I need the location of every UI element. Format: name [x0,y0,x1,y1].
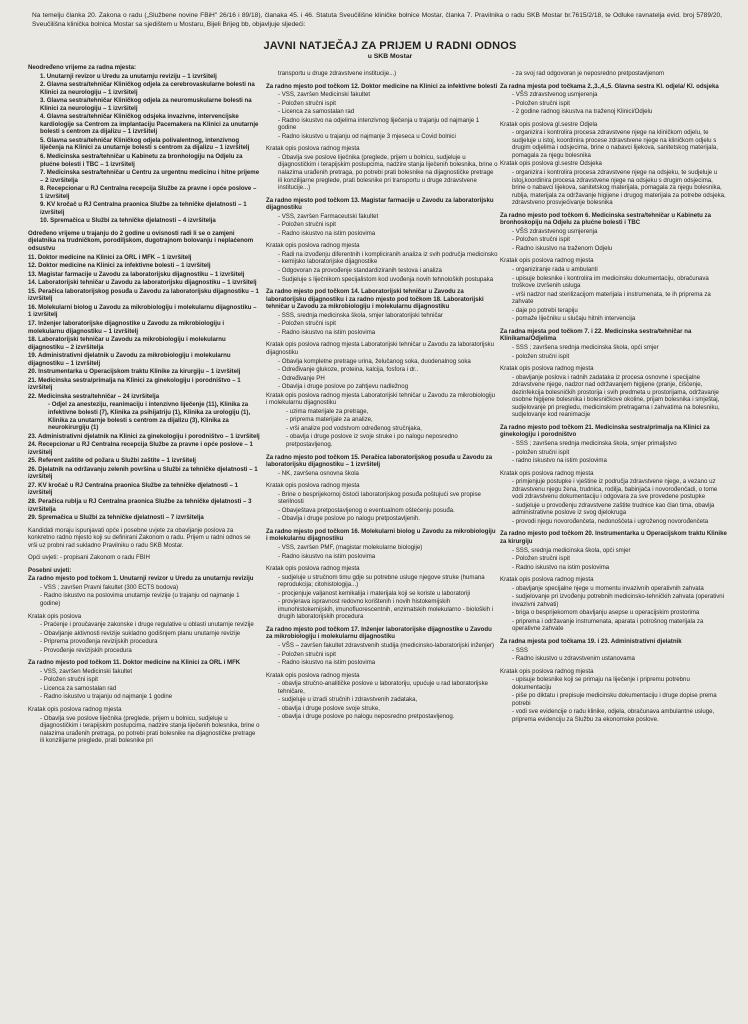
col2-paragraph: - Odgovoran za provođenje standardiziranih testova i analiza [278,267,442,275]
col2-paragraph: Za radno mjesto pod točkom 13. Magistar farmacije u Zavodu za laboratorijsku dijagnostiku [266,196,494,212]
col3-paragraph: - provodi njegu novorođenčeta, nedonoščeta i ugroženog novorođenčeta [512,517,709,525]
page-title: JAVNI NATJEČAJ ZA PRIJEM U RADNI ODNOS [263,40,517,52]
col1-paragraph: 7. Medicinska sestra/tehničar u Centru za urgentnu medicinu i hitne prijeme – 2 izvršitelja [40,169,260,184]
col2-paragraph: Kratak opis poslova radnog mjesta [266,671,360,679]
col2-paragraph: - Radi na izvođenju diferentnih i kompliciranih analiza iz svih područja medicinsko - kemijsko laboratorijske dijagnostike [278,250,498,266]
col3-paragraph: - daje po potrebi terapiju [512,306,578,314]
col1-paragraph: - Licenca za samostalan rad [40,684,117,692]
col1-paragraph: 9. KV kročač u RJ Centralna praonica Službe za tehničke djelatnosti – 1 izvršitelj [40,201,247,216]
col3-paragraph: - organizira i kontrolira procesa zdravstvene njege na kliničkom odjelu, te sudjeluje u istoj, koordinira procese zdravstvene njege na kliničkom odjelu s drugim odjelima i odsjecima, brine o nabavci lijekova, sanitetskog materijala, pomagala za njegu bolesnika [512,129,718,159]
col3-paragraph: - Radno iskustvo na traženom Odjelu [512,244,613,252]
col1-paragraph: Kratak opis poslova radnog mjesta [28,706,122,714]
col1-paragraph: - VSS ; završen Pravni fakultet (300 ECTS bodova) [40,583,179,591]
col3-paragraph: - priprema i održavanje instrumenata, aparata i potrošnog materijala za operativne zahvate [512,617,704,633]
col1-paragraph: - Odjel za anesteziju, reanimaciju i intenzivno liječenje (11), Klinika za infektivne bolesti (7), Klinika za psihijatriju (1), Klinika za urologiju (1), Klinika za unutarnje bolesti s centrom za dijalizu (3), Klinika za neurokirurgiju (1) [48,401,251,432]
col1-paragraph: 4. Glavna sestra/tehničar Kliničkog odsjeka invazivne, intervencijske kardiologije sa Centrom za implantaciju Pacemakera na Klinici za unutarnje bolesti s centrom za dijalizu – 1 izvršitelj [40,113,259,136]
col3-paragraph: Kratak opis poslova radnog mjesta [500,365,594,373]
col3-paragraph: - SSS, srednja medicinska škola, opći smjer [512,546,631,554]
col3-paragraph: Kratak opis poslova radnog mjesta [500,469,594,477]
col1-paragraph: 14. Laboratorijski tehničar u Zavodu za laboratorijsku dijagnostiku – 1 izvršitelj [28,279,257,287]
col1-paragraph: Za radno mjesto pod točkom 1. Unutarnji revizor u Uredu za unutarnju reviziju [28,575,254,583]
col2-paragraph: Kratak opis poslova radnog mjesta [266,242,360,250]
col1-paragraph: 19. Administrativni djelatnik u Zavodu za mikrobiologiju i molekularnu dijagnostiku – 1 izvršitelj [28,352,231,367]
col2-paragraph: - Obavlja kompletne pretrage urina, želučanog soka, duodenalnog soka [278,357,471,365]
col3-paragraph: - vodi sve evidencije o radu klinike, odjela, obračunava ambulantne usluge, priprema evidenciju za Službu za ekonomske poslove. [512,708,715,723]
col3-paragraph: - Radno iskustvo u zdravstvenim ustanovama [512,655,635,663]
col2-paragraph: Kratak opis poslova radnog mjesta Laboratorijski tehničar u Zavodu za mikrobiologiju i molekularnu dijagnostiku [266,391,495,407]
col2-paragraph: - Obavlja i druge poslove po nalogu pretpostavljenih. [278,515,420,523]
col1-paragraph: - Obavljanje aktivnosti revizije sukladno godišnjem planu unutarnje revizije [40,629,241,637]
col1-paragraph: Određeno vrijeme u trajanju do 2 godine u ovisnosti radi li se o zamjeni djelatnika na trudničkom, porodiljskom, dugotrajnom bolovanju i neplaćenom odsustvu [28,229,254,253]
col3-paragraph: Kratak opis poslova radnog mjesta [500,576,594,584]
col3-paragraph: - organiziranje rada u ambulanti [512,266,598,274]
col3-paragraph: Za radno mjesto pod točkom 21. Medicinska sestra/primalja na Klinici za ginekologiju i porodništvo [500,423,710,439]
col1-paragraph: 16. Molekularni biolog u Zavodu za mikrobiologiju i molekularnu dijagnostiku – 1 izvršitelj [28,303,257,319]
col2-paragraph: - VSS, završen PMF, (magistar molekularne biologije) [278,543,423,551]
col3-paragraph: - sudjelovanje pri izvođenju potrebnih medicinsko-tehničkih zahvata (operativni invazivni zahvati) [512,593,725,608]
col1-paragraph: - VSS, završen Medicinski fakultet [40,667,133,675]
col3-paragraph: - obavljanje specijalne njege u momentu invazivnih operativnih zahvata [512,584,704,592]
col1-paragraph: Za radno mjesto pod točkom 11. Doktor medicine na Klinici za ORL i MFK [28,659,241,667]
col1-paragraph: - Obavlja sve poslove liječnika (preglede, prijem u bolnicu, sudjeluje u dijagnostičkim i terapijskim postupcima, nadzire stanja liječenih bolesnika, brine o nalazima urađenih pretraga, po potrebi prati bolesnike na dijagnostičke pretrage ili konzilijarne preglede, prati bolesnike pri [40,714,260,745]
col2-paragraph: - obavlja stručno-analitičke poslove u laboratoriju, upućuje u rad laboratorijske tehničare, [278,680,489,695]
col1-paragraph: - Praćenje i proučavanje zakonske i druge regulative u oblasti unutarnje revizije [40,621,254,629]
col1-paragraph: 8. Recepcionar u RJ Centralna recepcija Službe za pravne i opće poslove – 1 izvršitelj [40,185,257,200]
col2-paragraph: - Određivanje PH [278,374,325,382]
col1-paragraph: Kandidati moraju ispunjavati opće i posebne uvjete za obavljanje poslova za konkretno radno mjesto koji su definirani Zakonom o radu. Prijem u radni odnos se vrši uz probni rad sukladno Pravilniku o radu SKB Mostar. [28,526,251,549]
col2-paragraph: - provjerava ispravnost redovno korištenih i novih histokemijskih imunohistokemijskih, imunofluorescentnih, enzimatskih molekularno - bioloških i drugih laboratorijskih procedura [278,598,494,621]
col2-paragraph: Za radno mjesto pod točkom 15. Peračica laboratorijskog posuđa u Zavodu za laboratorijsku dijagnostiku – 1 izvršitelj [266,453,493,469]
col3-paragraph: Kratak opis poslova gl.sestre Odsjeka [500,160,602,168]
col3-paragraph: Za radna mjesta pod točkama 2.,3.,4.,5. Glavna sestra Kl. odjela/ Kl. odsjeka [500,82,719,90]
col3-paragraph: - Položen stručni ispit [512,236,570,244]
col2-paragraph: - sudjeluje u izradi stručnih i zdravstvenih zadataka, [278,696,418,704]
col3-paragraph: - položen stručni ispit [512,448,570,456]
col1-paragraph: 23. Administrativni djelatnik na Klinici za ginekologiju i porodništvo – 1 izvršitelj [28,432,260,440]
col2-paragraph: - Licenca za samostalan rad [278,108,355,116]
col2-paragraph: - Položen stručni ispit [278,650,336,658]
col3-paragraph: - pomaže liječniku u slučaju hitnih intervencija [512,315,636,323]
col2-paragraph: Za radno mjesto pod točkom 16. Molekularni biolog u Zavodu za mikrobiologiju i molekularnu dijagnostiku [266,527,496,543]
col1-paragraph: 3. Glavna sestra/tehničar Kliničkog odjela za neuromuskularne bolesti na Klinici za neurologiju – 1 izvršitelj [40,97,252,112]
col3-paragraph: Kratak opis poslova gl.sestre Odjela [500,120,598,128]
col3-paragraph: - vrši nadzor nad sterilizacijom materijala i instrumenata, te ih priprema za zahvate [512,290,711,306]
col2-paragraph: - Radno iskustvo na istim poslovima [278,552,376,560]
col2-paragraph: - VSS, završen Farmaceutski fakultet [278,212,379,220]
col3-paragraph: - SSS ; završena srednja medicinska škola, smjer primaljstvo [512,439,677,447]
col1-paragraph: 15. Peračica laboratorijskog posuđa u Zavodu za laboratorijsku dijagnostiku – 1 izvršitelj [28,287,259,303]
col3-paragraph: Kratak opis poslova radnog mjesta [500,667,594,675]
col1-paragraph: - Radno iskustvo u trajanju od najmanje 1 godine [40,693,173,701]
col2-paragraph: transportu u druge zdravstvene institucije...) [278,70,397,77]
col2-paragraph: - procjenjuje valjanost kemikalija i materijala koji se koriste u laboratoriji [278,589,471,597]
column-1 [28,64,260,1019]
col3-paragraph: Za radna mjesta pod točkama 19. i 23. Administrativni djelatnik [500,638,682,645]
col3-paragraph: - SSS ; završena srednja medicinska škola, opći smjer [512,343,659,351]
col2-paragraph: Kratak opis poslova radnog mjesta [266,145,360,153]
col2-paragraph: - priprema materijale za analize, [286,416,373,424]
col2-paragraph: - SSS, srednja medicinska škola, smjer laboratorijski tehničar [278,311,443,319]
page-subtitle: u SKB Mostar [367,53,413,60]
col2-paragraph: - obavlja i druge poslove iz svoje struke i po nalogu neposredno pretpostavljenog. [286,433,458,448]
col2-paragraph: - Brine o besprijekornoj čistoći laboratorijskog posuđa poštujući sve propise sterilnosti [278,490,481,506]
col2-paragraph: Kratak opis poslova radnog mjesta Laboratorijski tehničar u Zavodu za laboratorijsku dijagnostiku [266,341,494,356]
col3-paragraph: - položen stručni ispit [512,352,570,360]
col3-paragraph: - Radno iskustvo na istim poslovima [512,563,610,571]
col1-paragraph: 26. Djelatnik na održavanju zelenih površina u Službi za tehničke djelatnosti – 1 izvršitelj [28,465,258,481]
col2-paragraph: Za radno mjesto pod točkom 14. Laboratorijski tehničar u Zavodu za laboratorijsku dijagnostiku i za radno mjesto pod točkom 18. Laboratorijski tehničar u Zavodu za mikrobiologiju i molekularnu dijagnostiku [266,288,484,311]
col3-paragraph: - briga o besprijekornom obavljanju asepse u operacijskim prostorima [512,609,700,617]
col2-paragraph: - obavlja i druge poslove po nalogu neposredno pretpostavljenog. [278,713,455,721]
col2-paragraph: - Položen stručni ispit [278,320,336,328]
col1-paragraph: 22. Medicinska sestra/tehničar – 24 izvršitelja [28,392,160,400]
col2-paragraph: - VSS, završen Medicinski fakultet [278,91,371,99]
col2-paragraph: Kratak opis poslova radnog mjesta [266,482,360,490]
col1-paragraph: - Položen stručni ispit [40,676,98,684]
col3-paragraph: - 2 godine radnog iskustva na traženoj Klinici/Odjelu [512,108,653,116]
col2-paragraph: - Položen stručni ispit [278,221,336,229]
col2-paragraph: - sudjeluje u stručnom timu gdje su potrebne usluge njegove struke (humana reprodukcija; citohistologija...) [278,573,485,589]
col2-paragraph: - Obavlja i druge poslove po zahtjevu nadležnog [278,383,409,391]
col3-paragraph: Za radno mjesto pod točkom 6. Medicinska sestra/tehničar u Kabinetu za bronhoskopiju na Odjelu za plućne bolesti i TBC [500,211,711,227]
col1-paragraph: 18. Laboratorijski tehničar u Zavodu za mikrobiologiju i molekularnu dijagnostiku – 2 izvršitelja [28,336,226,351]
col2-paragraph: - NK, završena osnovna škola [278,469,359,477]
col2-paragraph: - Radno iskustvo na istim poslovima [278,659,376,667]
col3-paragraph: - sudjeluje u provođenju zdravstvene zaštite trudnice kao član tima, obavlja administrativne poslove iz svog djelokruga [512,501,715,517]
col1-paragraph: Kratak opis poslova [28,612,82,620]
col3-paragraph: - SSS [512,646,528,654]
col3-paragraph: - Položen stručni ispit [512,99,570,107]
col1-paragraph: 28. Peračica rublja u RJ Centralna praonica Službe za tehničke djelatnosti – 3 izvršitelja [28,497,252,513]
column-3 [500,70,728,1024]
col2-paragraph: - Obavlja sve poslove liječnika (preglede, prijem u bolnicu, sudjeluje u dijagnostičkim i terapijskim postupcima, nadzire stanja liječenih bolesnika, brine o nalazima urađenih pretraga, po potrebi prati bolesnike na dijagnostičke pretrage ili konzilijarne preglede, prati bolesnike pri transportu u druge zdravstvene institucije...) [278,153,498,192]
col1-paragraph: 2. Glavna sestra/tehničar Kliničkog odjela za cerebrovaskularne bolesti na Klinici za neurologiju – 1 izvršitelj [40,81,255,96]
col2-paragraph: - obavlja i druge poslove svoje struke, [278,704,380,712]
col1-paragraph: 24. Recepcionar u RJ Centralna recepcija Službe za pravne i opće poslove – 1 izvršitelj [28,441,253,456]
col2-paragraph: Za radno mjesto pod točkom 12. Doktor medicine na Klinici za infektivne bolesti [266,82,498,90]
col1-paragraph: 20. Instrumentarka u Operacijskom traktu Klinike za kirurgiju – 1 izvršitelj [28,368,241,376]
col2-paragraph: - Radno iskustvo na odjelima intenzivnog liječenja u trajanju od najmanje 1 godine [278,116,480,132]
col2-paragraph: - Sudjeluje s liječnikom specijalistom kod uvođenja novih tehnoloških postupaka [278,275,494,283]
col3-paragraph: - piše po diktatu i prepisuje medicinsku dokumentaciju i druge dopise prema potrebi [512,692,717,707]
col1-paragraph: 13. Magistar farmacije u Zavodu za laboratorijsku dijagnostiku – 1 izvršitelj [28,270,245,278]
col1-paragraph: - Priprema provođenja revizijskih procedura [40,638,158,646]
col1-paragraph: 29. Spremačica u Službi za tehničke djelatnosti – 7 izvršitelja [28,514,204,522]
col1-paragraph: 27. KV kročač u RJ Centralna praonica Službe za tehničke djelatnosti – 1 izvršitelj [28,481,238,497]
col2-paragraph: - Radno iskustvo na istim poslovima [278,229,376,237]
col3-paragraph: - za svoj rad odgovoran je neposredno pretpostavljenom [512,70,665,77]
col1-paragraph: 21. Medicinska sestra/primalja na Klinici za ginekologiju i porodništvo – 1 izvršitelj [28,376,241,392]
col3-paragraph: - upisuje bolesnike i kontrolira im medicinsku dokumentaciju, obračunava troškove izvršenih usluga [512,274,709,290]
col3-paragraph: - organizira i kontrolira procesa zdravstvene njege na odsjeku, te sudjeluje u istoj,koordinira procesa zdravstvene njege na odsjeku s drugim odsjecima, brine o nabavci lijekova, sanitetskog materijala, pomagala za njegu bolesnika, rublja, materijala za održavanje higijene i drugog materijala za potrebe odsjeka, zdravstveno prosvjećivanje bolesnika [512,169,726,207]
col2-paragraph: - Određivanje glukoze, proteina, kalcija, fosfora i dr.. [278,366,419,374]
col2-paragraph: Kratak opis poslova radnog mjesta [266,565,360,573]
col2-paragraph: - Položen stručni ispit [278,99,336,107]
col3-paragraph: Za radna mjesta pod točkom 7. i 22. Medicinska sestra/tehničar na Klinikama/Odjelima [500,327,692,343]
col1-paragraph: Opći uvjeti: - propisani Zakonom o radu FBIH [28,554,150,562]
col2-paragraph: - vrši analize pod vodstvom određenog stručnjaka, [286,424,422,432]
col2-paragraph: - Radno iskustvo u trajanju od najmanje 3 mjeseca u Covid bolnici [278,132,456,140]
column-2 [266,70,498,1024]
col1-paragraph: 25. Referent zaštite od požara u Službi zaštite – 1 izvršitelj [28,457,196,465]
col1-paragraph: Posebni uvjeti: [28,566,72,574]
col2-paragraph: - Obavještava pretpostavljenog o eventualnom oštećenju posuđa. [278,506,455,514]
col1-paragraph: - Provođenje revizijskih procedura [40,646,132,654]
col2-paragraph: - Radno iskustvo na istim poslovima [278,328,376,336]
col1-paragraph: - Radno iskustvo na poslovima unutarnje revizije (u trajanju od najmanje 1 godine) [40,592,240,607]
col3-paragraph: - obavljanje poslova i radnih zadataka iz procesa osnovne i specijalne zdravstvene njege, nadzor nad održavanjem higijene (pranje, čišćenje, dezinfekcija bolesničkih prostorija i svih predmeta u prostorijama, održavanje osobne higijene bolesnika i bolesničkove okoline, prijam bolesnika i smještaj, sudjelovanje pri pregledu, medicinskim pretragama i zahvatima na bolesniku, sudjelovanje kod reanimacije [512,373,720,419]
col2-paragraph: Za radno mjesto pod točkom 17. Inženjer laboratorijske dijagnostike u Zavodu za mikrobiologiju i molekularnu dijagnostiku [266,625,492,641]
col3-paragraph: - radno iskustvo na istim poslovima [512,457,607,465]
col3-paragraph: - upisuje bolesnike koji se primaju na liječenje i pripremu potrebnu dokumentaciju [512,676,690,691]
col3-paragraph: - VŠS zdravstvenog usmjerenja [512,91,598,99]
col1-paragraph: 11. Doktor medicine na Klinici za ORL i MFK – 1 izvršitelj [28,253,192,261]
col2-paragraph: - uzima materijale za pretrage, [286,407,369,415]
col1-paragraph: 10. Spremačica u Službi za tehničke djelatnosti – 4 izvršitelja [40,217,216,225]
col1-paragraph: 17. Inženjer laboratorijske dijagnostike u Zavodu za mikrobiologiju i molekularnu dijagnostiku – 1 izvršitelj [28,319,225,335]
col1-paragraph: 1. Unutarnji revizor u Uredu za unutarnju reviziju – 1 izvršitelj [40,72,217,80]
col1-paragraph: Neodređeno vrijeme za radna mjesta: [28,64,137,71]
col1-paragraph: 6. Medicinska sestra/tehničar u Kabinetu za bronhologiju na Odjelu za plućne bolesti i TBC – 1 izvršitelj [40,153,243,168]
col3-paragraph: - Položen stručni ispit [512,555,570,563]
col3-paragraph: - primjenjuje postupke i vještine iz područja zdravstvene njege, a vezano uz zdravstvenu njegu žena, trudnica, rodilja, babinjača i novorođenčadi, o tome vodi zdravstvenu dokumentaciju i odgovara za sve provedene postupke [512,478,718,501]
col1-paragraph: 5. Glavna sestra/tehničar Kliničkog odjela polivalentnog, intenzivnog liječenja na Klinici za unutarnje bolesti s centrom za dijalizu – 1 izvršitelj [40,136,250,152]
col2-paragraph: - VŠS – završen fakultet zdravstvenih studija (medicinsko-laboratorijski inženjer) [278,642,495,649]
intro-paragraph: Na temelju članka 20. Zakona o radu („Službene novine FBiH" 26/16 i 89/18), članaka 45. i 46. Statuta Sveučilišne kliničke bolnice Mostar, članka 7. Pravilnika o radu SKB Mostar br.7615/2/18, te Odluke ravnatelja evid. broj 5789/20, Sveučilišna klinička bolnica Mostar sa sjedištem u Mostaru, Bijeli Brijeg bb, objavljuje sljedeći: [32,12,722,28]
col1-paragraph: 12. Doktor medicine na Klinici za infektivne bolesti – 1 izvršitelj [28,262,211,270]
col3-paragraph: Kratak opis poslova radnog mjesta [500,257,594,265]
col3-paragraph: Za radno mjesto pod točkom 20. Instrumentarka u Operacijskom traktu Klinike za kirurgiju [500,530,727,545]
col3-paragraph: - VŠS zdravstvenog usmjerenja [512,227,598,235]
